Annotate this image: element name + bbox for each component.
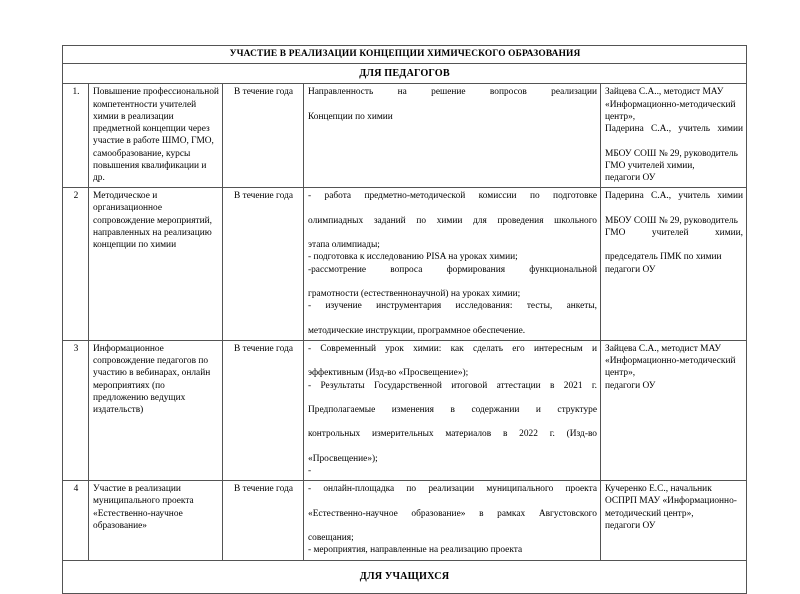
row-number: 3 (63, 340, 89, 480)
table-row (63, 340, 747, 480)
responsible-line: МБОУ СОШ № 29, руководитель (605, 215, 738, 226)
responsible-line: МБОУ СОШ № 29, руководитель (605, 148, 738, 159)
row-term: В течение года (223, 84, 304, 188)
row-term: В течение года (223, 188, 304, 341)
row-responsible (601, 188, 747, 341)
content-line: этапа олимпиады; (308, 240, 380, 251)
responsible-line: «Информационно-методический (605, 356, 736, 367)
responsible-line: Зайцева С.А., методист МАУ (605, 343, 722, 354)
section-header-students: ДЛЯ УЧАЩИХСЯ (63, 560, 747, 593)
section-header-teachers-row (63, 64, 747, 84)
row-content (304, 188, 601, 341)
responsible-line: Кучеренко Е.С., начальник (605, 484, 712, 495)
content-line: «Просвещение»); (308, 453, 378, 464)
row-responsible (601, 84, 747, 188)
content-line: контрольных измерительных материалов в 2022 г. (Изд-во (308, 429, 597, 440)
content-line: «Естественно-научное образование» в рамках Августовского (308, 508, 597, 519)
row-responsible (601, 481, 747, 560)
content-line: - работа предметно-методической комиссии по подготовке (308, 191, 597, 202)
content-line: -рассмотрение вопроса формирования функциональной (308, 264, 597, 275)
row-term: В течение года (223, 481, 304, 560)
responsible-line: методический центр», (605, 508, 694, 519)
table-title-row (63, 46, 747, 64)
document-title: УЧАСТИЕ В РЕАЛИЗАЦИИ КОНЦЕПЦИИ ХИМИЧЕСКОГО ОБРАЗОВАНИЯ (63, 46, 747, 64)
responsible-line: педагоги ОУ (605, 173, 656, 183)
table-row (63, 84, 747, 188)
responsible-line: Падерина С.А., учитель химии (605, 124, 744, 135)
content-line: Направленность на решение вопросов реализации (308, 87, 597, 98)
row-activity: Участие в реализации муниципального проекта «Естественно-научное образование» (89, 481, 223, 560)
content-line: - Современный урок химии: как сделать его интересным и (308, 343, 597, 354)
table-row (63, 188, 747, 341)
row-number: 2 (63, 188, 89, 341)
row-content (304, 481, 601, 560)
content-line: - мероприятия, направленные на реализацию проекта (308, 545, 523, 556)
content-line: - (308, 466, 312, 477)
responsible-line: «Информационно-методический (605, 99, 736, 110)
section-header-teachers: ДЛЯ ПЕДАГОГОВ (63, 64, 747, 84)
responsible-line: председатель ПМК по химии (605, 252, 722, 263)
responsible-line: педагоги ОУ (605, 520, 656, 531)
content-line: - подготовка к исследованию PISA на уроках химии; (308, 252, 518, 263)
responsible-line: Падерина С.А., учитель химии (605, 191, 744, 202)
row-content (304, 84, 601, 188)
content-line: Предполагаемые изменения в содержании и структуре (308, 404, 597, 415)
row-number: 1. (63, 84, 89, 188)
content-line: - онлайн-площадка по реализации муниципального проекта (308, 484, 597, 495)
content-line: - изучение инструментария исследования: тесты, анкеты, (308, 301, 597, 312)
responsible-line: Зайцева С.А.., методист МАУ (605, 87, 724, 98)
responsible-line: ОСПРП МАУ «Информационно- (605, 496, 737, 507)
content-line: - Результаты Государственной итоговой аттестации в 2021 г. (308, 380, 597, 391)
responsible-line: центр», (605, 111, 636, 122)
row-term: В течение года (223, 340, 304, 480)
responsible-line: центр», (605, 368, 636, 379)
content-line: методические инструкции, программное обеспечение. (308, 325, 526, 336)
row-content (304, 340, 601, 480)
content-line: совещания; (308, 533, 354, 544)
row-activity: Методическое и организационное сопровождение мероприятий, направленных на реализацию концепции по химии (89, 188, 223, 341)
row-responsible (601, 340, 747, 480)
row-activity: Повышение профессиональной компетентности учителей химии в реализации предметной концепции через участие в работе ШМО, ГМО, самообразование, курсы повышения квалификации и др. (89, 84, 223, 188)
participation-plan-table (62, 45, 747, 594)
responsible-line: ГМО учителей химии, (605, 227, 744, 238)
responsible-line: ГМО учителей химии, (605, 160, 695, 171)
responsible-line: педагоги ОУ (605, 264, 656, 275)
row-number: 4 (63, 481, 89, 560)
content-line: Концепции по химии (308, 111, 393, 122)
content-line: грамотности (естественнонаучной) на уроках химии; (308, 288, 521, 299)
row-activity: Информационное сопровождение педагогов по участию в вебинарах, онлайн мероприятиях (по предложению ведущих издательств) (89, 340, 223, 480)
section-header-students-row (63, 560, 747, 593)
content-line: олимпиадных заданий по химии для проведения школьного (308, 215, 597, 226)
content-line: эффективным (Изд-во «Просвещение»); (308, 368, 469, 379)
responsible-line: педагоги ОУ (605, 380, 656, 391)
table-row (63, 481, 747, 560)
